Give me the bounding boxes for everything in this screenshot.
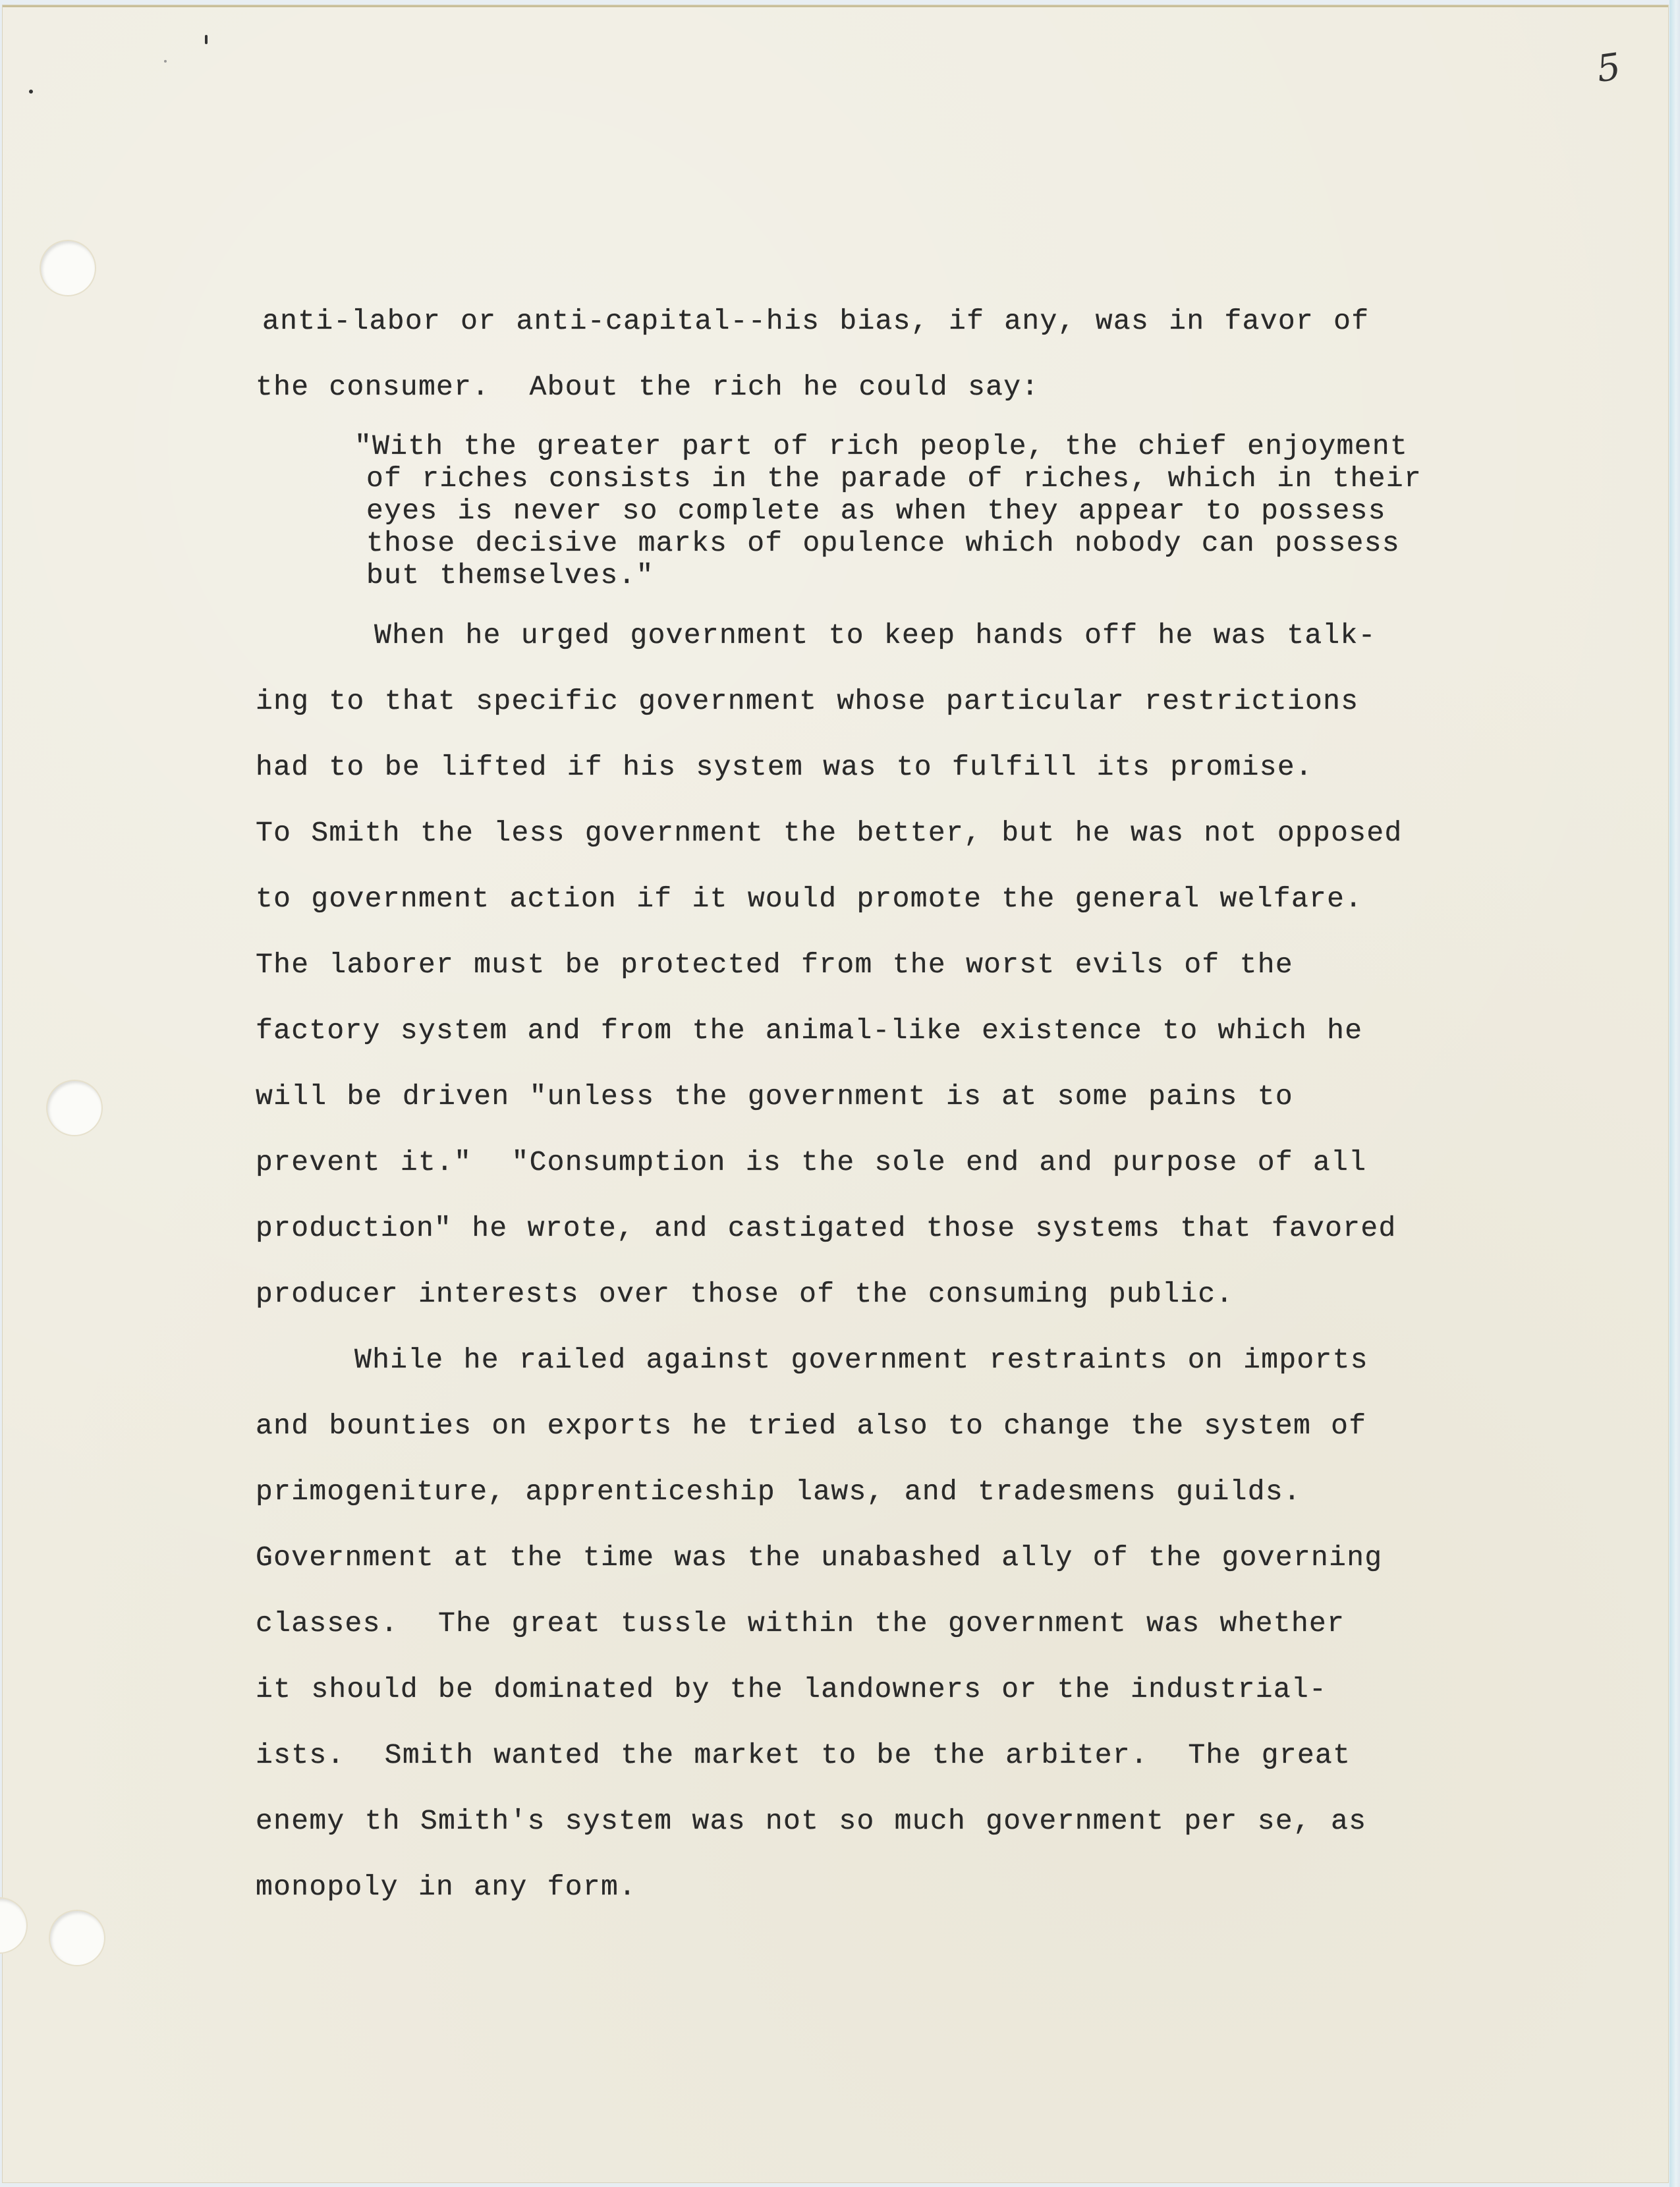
quote-line: but themselves." xyxy=(366,559,654,592)
text-line: When he urged government to keep hands off he was talk- xyxy=(374,619,1376,651)
text-line: The laborer must be protected from the worst evils of the xyxy=(256,949,1293,981)
quote-line: "With the greater part of rich people, the chief enjoyment xyxy=(354,430,1409,462)
text-line: it should be dominated by the landowners or the industrial- xyxy=(256,1673,1328,1705)
typed-body-text xyxy=(256,297,1540,1929)
text-line: factory system and from the animal-like existence to which he xyxy=(256,1014,1363,1047)
scan-edge xyxy=(1669,0,1680,2187)
paper-speck xyxy=(205,35,208,44)
binder-hole-top xyxy=(41,241,95,295)
quote-line: of riches consists in the parade of riches, which in their xyxy=(366,462,1422,495)
quote-line: eyes is never so complete as when they appear to possess xyxy=(366,495,1386,527)
text-line: the consumer. About the rich he could say: xyxy=(256,371,1040,403)
paragraph-continued xyxy=(256,297,1540,429)
text-line: anti-labor or anti-capital--his bias, if any, was in favor of xyxy=(262,305,1370,337)
paragraph xyxy=(256,1336,1540,1929)
text-line: will be driven "unless the government is at some pains to xyxy=(256,1080,1293,1113)
text-line: ing to that specific government whose particular restrictions xyxy=(256,685,1359,717)
text-line: ists. Smith wanted the market to be the arbiter. The great xyxy=(256,1739,1351,1771)
text-line: and bounties on exports he tried also to change the system of xyxy=(256,1410,1367,1442)
text-line: had to be lifted if his system was to fulfill its promise. xyxy=(256,751,1314,783)
text-line: classes. The great tussle within the government was whether xyxy=(256,1607,1345,1640)
text-line: To Smith the less government the better, but he was not opposed xyxy=(256,817,1403,849)
text-line: production" he wrote, and castigated those systems that favored xyxy=(256,1212,1397,1244)
binder-hole-bottom xyxy=(50,1911,104,1965)
paragraph xyxy=(256,611,1540,1336)
text-line: enemy th Smith's system was not so much government per se, as xyxy=(256,1805,1367,1837)
binder-hole-middle xyxy=(47,1081,101,1135)
block-quote xyxy=(256,430,1540,592)
manuscript-page xyxy=(3,5,1668,2182)
quote-line: those decisive marks of opulence which nobody can possess xyxy=(366,527,1400,559)
text-line: prevent it." "Consumption is the sole end and purpose of all xyxy=(256,1146,1367,1178)
text-line: While he railed against government restraints on imports xyxy=(354,1344,1368,1376)
paper-speck xyxy=(164,60,167,63)
text-line: producer interests over those of the consuming public. xyxy=(256,1278,1234,1310)
text-line: Government at the time was the unabashed ally of the governing xyxy=(256,1541,1383,1574)
text-line: primogeniture, apprenticeship laws, and tradesmens guilds. xyxy=(256,1476,1302,1508)
text-line: to government action if it would promote the general welfare. xyxy=(256,883,1363,915)
handwritten-page-number: 5 xyxy=(1594,45,1623,92)
text-line: monopoly in any form. xyxy=(256,1871,637,1903)
paper-speck xyxy=(29,90,33,94)
